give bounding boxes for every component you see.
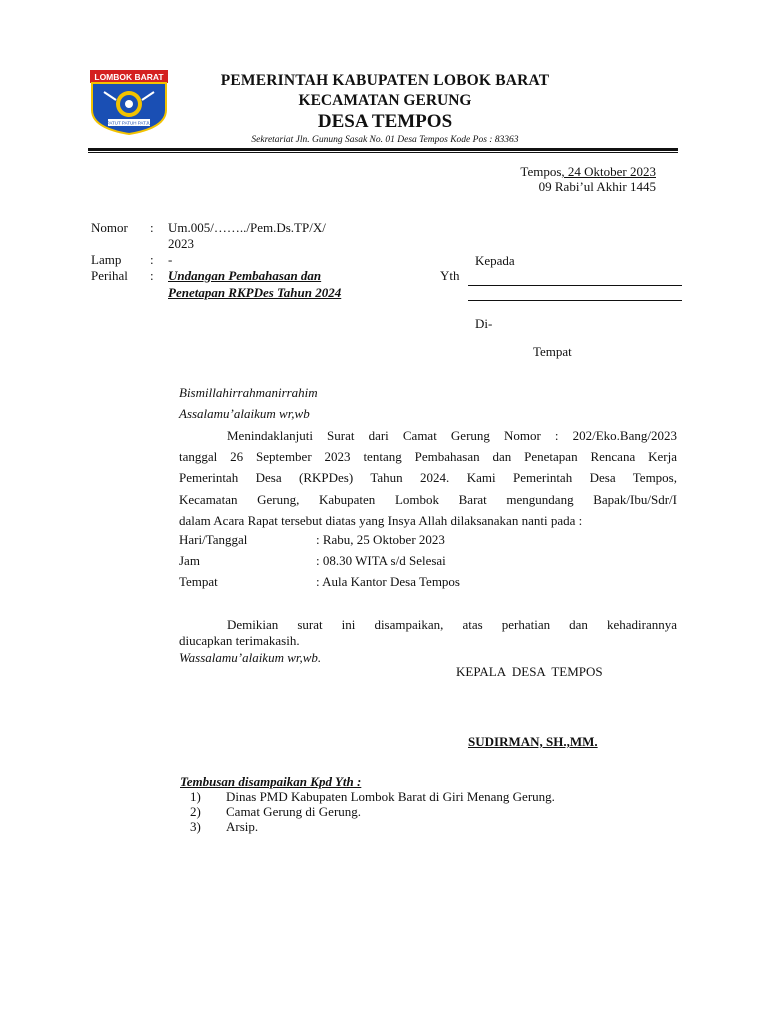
signature-name: SUDIRMAN, SH.,MM. — [468, 734, 598, 749]
recipient-blank-line-2 — [468, 300, 682, 301]
regency-emblem-logo — [90, 70, 168, 135]
letterhead-rule-thick — [88, 148, 678, 151]
hijri-date: 09 Rabi’ul Akhir 1445 — [538, 179, 656, 194]
detail-label-place: Tempat — [179, 574, 218, 589]
recipient-di: Di- — [475, 316, 493, 331]
lamp-label: Lamp — [91, 252, 122, 267]
logo-text-bottom: PATUT PATUH PATJU — [106, 120, 152, 126]
perihal-colon: : — [150, 268, 154, 283]
gregorian-date: , 24 Oktober 2023 — [561, 164, 656, 179]
nomor-label: Nomor — [91, 220, 128, 235]
closing-line-1: Demikian surat ini disampaikan, atas perhatian dan kehadirannya — [227, 617, 677, 632]
cc-item-number-1: 1) — [190, 789, 201, 804]
detail-label-day-date: Hari/Tanggal — [179, 532, 248, 547]
detail-label-time: Jam — [179, 553, 200, 568]
recipient-kepada: Kepada — [475, 253, 515, 268]
cc-item-2: Camat Gerung di Gerung. — [226, 804, 362, 819]
letterhead-district-line: KECAMATAN GERUNG — [298, 92, 472, 109]
recipient-yth: Yth — [440, 268, 460, 283]
cc-item-number-3: 3) — [190, 819, 201, 834]
opening-basmalah: Bismillahirrahmanirrahim — [179, 385, 318, 400]
lamp-value: - — [168, 252, 173, 267]
closing-line-2: diucapkan terimakasih. — [179, 633, 300, 648]
closing-paragraph — [179, 617, 677, 633]
closing-greeting: Wassalamu’alaikum wr,wb. — [179, 650, 322, 665]
body-paragraph — [179, 425, 677, 531]
body-line-4: Kecamatan Gerung, Kabupaten Lombok Barat mengundang Bapak/Ibu/Sdr/I — [179, 491, 677, 507]
logo-text-top: LOMBOK BARAT — [94, 72, 164, 82]
detail-value-place: : Aula Kantor Desa Tempos — [316, 574, 460, 589]
detail-value-time: : 08.30 WITA s/d Selesai — [316, 553, 446, 568]
body-line-3: Pemerintah Desa (RKPDes) Tahun 2024. Kami Pemerintah Desa Tempos, — [179, 470, 677, 486]
body-line-2: tanggal 26 September 2023 tentang Pembahasan dan Penetapan Rencana Kerja — [179, 449, 677, 465]
recipient-tempat: Tempat — [533, 344, 572, 359]
perihal-label: Perihal — [91, 268, 128, 283]
lamp-colon: : — [150, 252, 154, 267]
cc-item-number-2: 2) — [190, 804, 201, 819]
letterhead-address: Sekretariat Jln. Gunung Sasak No. 01 Desa Tempos Kode Pos : 83363 — [251, 135, 519, 145]
place-and-date — [400, 164, 656, 180]
letterhead-village-line: DESA TEMPOS — [317, 111, 453, 132]
perihal-value-line2: Penetapan RKPDes Tahun 2024 — [168, 285, 342, 300]
perihal-value-line1: Undangan Pembahasan dan — [168, 268, 322, 283]
signature-title: KEPALA DESA TEMPOS — [456, 664, 603, 679]
cc-item-3: Arsip. — [226, 819, 259, 834]
opening-salam: Assalamu’alaikum wr,wb — [179, 406, 310, 421]
nomor-value-year: 2023 — [168, 236, 194, 251]
letterhead-rule-thin — [88, 152, 678, 153]
place-name: Tempos — [520, 164, 562, 179]
cc-item-1: Dinas PMD Kabupaten Lombok Barat di Giri Menang Gerung. — [226, 789, 555, 804]
recipient-blank-line-1 — [468, 285, 682, 286]
nomor-colon: : — [150, 220, 154, 235]
letterhead-government-line: PEMERINTAH KABUPATEN LOBOK BARAT — [220, 72, 550, 89]
nomor-value: Um.005/……../Pem.Ds.TP/X/ — [168, 220, 326, 235]
body-line-1: Menindaklanjuti Surat dari Camat Gerung Nomor : 202/Eko.Bang/2023 — [227, 428, 677, 443]
detail-value-day-date: : Rabu, 25 Oktober 2023 — [316, 532, 445, 547]
cc-heading: Tembusan disampaikan Kpd Yth : — [180, 774, 362, 789]
body-line-5: dalam Acara Rapat tersebut diatas yang Insya Allah dilaksanakan nanti pada : — [179, 512, 583, 528]
